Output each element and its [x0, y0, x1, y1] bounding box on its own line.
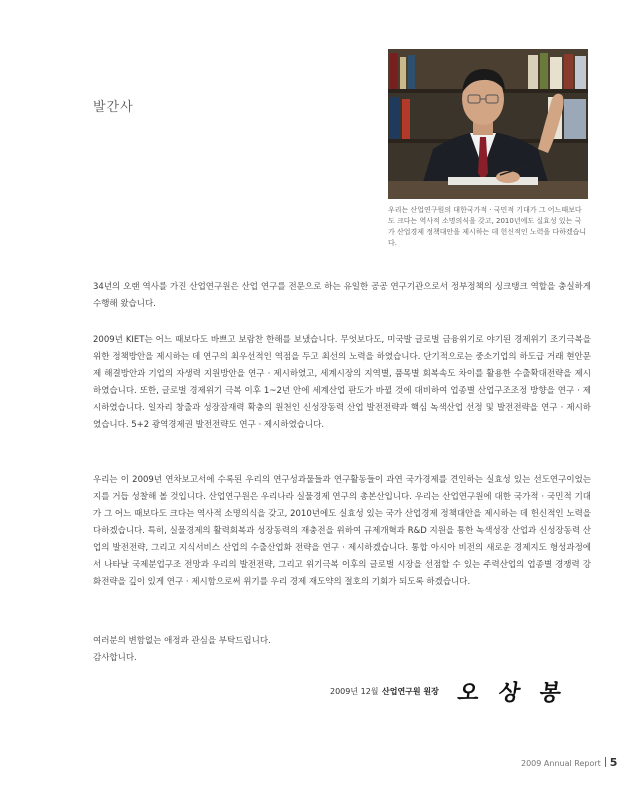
footer-label: 2009 Annual Report [521, 759, 601, 768]
president-photo [388, 49, 588, 199]
signature-title: 산업연구원 원장 [382, 687, 439, 696]
page-footer [521, 756, 617, 769]
body-paragraph-1: 34년의 오랜 역사를 가진 산업연구원은 산업 연구를 전문으로 하는 유일한 공공 연구기관으로서 정부정책의 싱크탱크 역할을 충실하게 수행해 왔습니다. [93, 281, 591, 309]
footer-divider [605, 757, 606, 767]
photo-caption: 우리는 산업연구원의 대한국가적 · 국민적 기대가 그 어느때보다도 크다는 역사적 소명의식을 갖고, 2010년에도 실효성 있는 국가 산업경제 정책대안을 제시하는 데 헌신적인 노력을 다하겠습니다. [388, 206, 587, 247]
section-title: 발간사 [93, 100, 134, 115]
signature-name: 오 상 봉 [455, 680, 569, 706]
signature-date: 2009년 12월 [330, 687, 379, 696]
page-number: 5 [609, 756, 618, 769]
body-paragraph-3: 우리는 이 2009년 연차보고서에 수록된 우리의 연구성과물들과 연구활동들이 과연 국가경제를 견인하는 실효성 있는 선도연구이었는지를 거듭 성찰해 볼 것입니다. 산업연구원은 우리나라 실물경제 연구의 총본산입니다. 우리는 산업연구원에 대한 국가적 · 국민적 기대가 그 어느 때보다도 크다는 역사적 소명의식을 갖고, 2010년에도 실효성 있는 국가 산업경제 정책대안을 제시하는 데 헌신적인 노력을 다하겠습니다. 특히, 실물경제의 활력회복과 성장동력의 재충전을 위하여 규제개혁과 R&D 지원을 통한 녹색성장 산업과 신성장동력 산업의 발전전략, 그리고 지식서비스 산업의 수출산업화 전략을 연구 · 제시하겠습니다. 통합 아시아 비전의 새로운 경제지도 형성과정에서 나타날 국제분업구조 전망과 우리의 발전전략, 그리고 위기극복 이후의 글로벌 시장을 선점할 수 있는 주력산업의 업종별 경쟁력 강화전략을 깊이 있게 연구 · 제시함으로써 위기를 우리 경제 재도약의 절호의 기회가 되도록 하겠습니다. [93, 474, 591, 587]
closing-paragraph: 여러분의 변함없는 애정과 관심을 부탁드립니다. 감사합니다. [93, 635, 271, 663]
signature-block [330, 676, 590, 716]
body-paragraph-2: 2009년 KIET는 어느 때보다도 바쁘고 보람찬 한해를 보냈습니다. 무엇보다도, 미국발 글로벌 금융위기로 야기된 경제위기 조기극복을 위한 정책방안을 제시하는 데 연구의 최우선적인 역점을 두고 최선의 노력을 하였습니다. 단기적으로는 중소기업의 하도급 거래 현안문제 해결방안과 기업의 자생력 지원방안을 연구 · 제시하였고, 세계시장의 지역별, 품목별 회복속도 차이를 활용한 수출확대전략을 제시하였습니다. 또한, 글로벌 경제위기 극복 이후 1~2년 안에 세계산업 판도가 바뀔 것에 대비하여 업종별 산업구조조정 방향을 연구 · 제시하였습니다. 일자리 창출과 성장잠재력 확충의 원천인 신성장동력 산업 발전전략과 핵심 녹색산업 선정 및 발전전략을 연구 · 제시하였습니다. 5+2 광역경제권 발전전략도 연구 · 제시하였습니다. [93, 334, 591, 430]
